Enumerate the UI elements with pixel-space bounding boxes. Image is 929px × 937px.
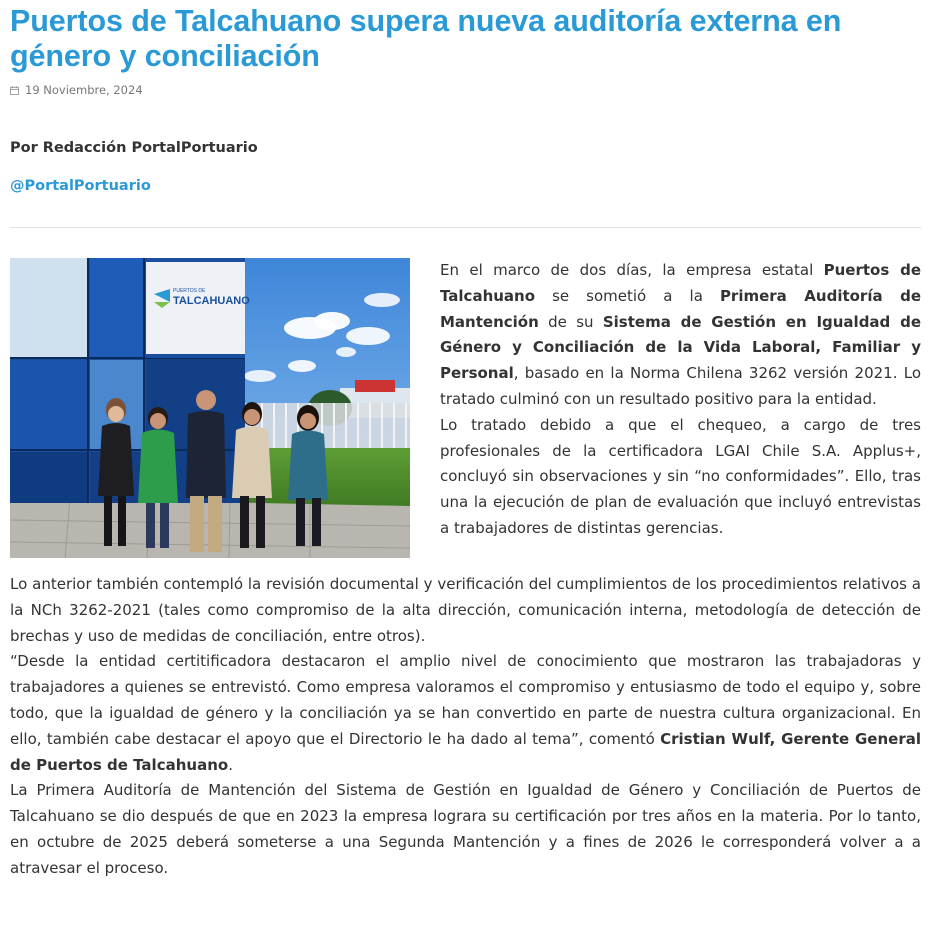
photo-sign-small: PUERTOS DE (173, 288, 206, 294)
paragraph-3: Lo anterior también contempló la revisión documental y verificación del cumplimientos de los procedimientos relativos a la NCh 3262-2021 (tales como compromiso de la alta dirección, comunicación interna, metodología de detección de brechas y uso de medidas de conciliación, entre otros). (10, 575, 921, 645)
calendar-icon (10, 86, 19, 95)
paragraph-1: En el marco de dos días, la empresa estatal Puertos de Talcahuano se sometió a la Primera Auditoría de Mantención de su Sistema de Gestión en Igualdad de Género y Conciliación de la Vida Laboral, Familiar y Personal, basado en la Norma Chilena 3262 versión 2021. Lo tratado culminó con un resultado positivo para la entidad. (440, 261, 922, 408)
paragraph-5: La Primera Auditoría de Mantención del Sistema de Gestión en Igualdad de Género y Conciliación de Puertos de Talcahuano se dio después de que en 2023 la empresa lograra su certificación por tres años en la materia. Por lo tanto, en octubre de 2025 deberá someterse a una Segunda Mantención y a fines de 2026 le corresponderá volver a a atravesar el proceso. (10, 781, 921, 877)
article-title: Puertos de Talcahuano supera nueva auditoría externa en género y conciliación (10, 4, 842, 73)
post-date: 19 Noviembre, 2024 (25, 83, 143, 97)
divider (10, 227, 921, 228)
author-handle-link[interactable]: @PortalPortuario (10, 178, 151, 194)
article-photo (10, 258, 410, 558)
post-meta (10, 83, 921, 97)
article (0, 4, 929, 882)
paragraph-4: “Desde la entidad certitificadora destacaron el amplio nivel de conocimiento que mostraron las trabajadoras y trabajadores a quienes se entrevistó. Como empresa valoramos el compromiso y entusiasmo de todo el equipo y, sobre todo, que la igualdad de género y la conciliación ya se han convertido en parte de nuestra cultura organizacional. En ello, también cabe destacar el apoyo que el Directorio le ha dado al tema”, comentó Cristian Wulf, Gerente General de Puertos de Talcahuano. (10, 652, 921, 774)
paragraph-2: Lo tratado debido a que el chequeo, a cargo de tres profesionales de la certificadora LGAI Chile S.A. Applus+, concluyó sin observaciones y sin “no conformidades”. Ello, tras una la ejecución de plan de evaluación que incluyó entrevistas a trabajadores de distintas gerencias. (440, 415, 921, 537)
byline: Por Redacción PortalPortuario (10, 140, 258, 156)
photo-sign-text: TALCAHUANO (173, 295, 250, 307)
